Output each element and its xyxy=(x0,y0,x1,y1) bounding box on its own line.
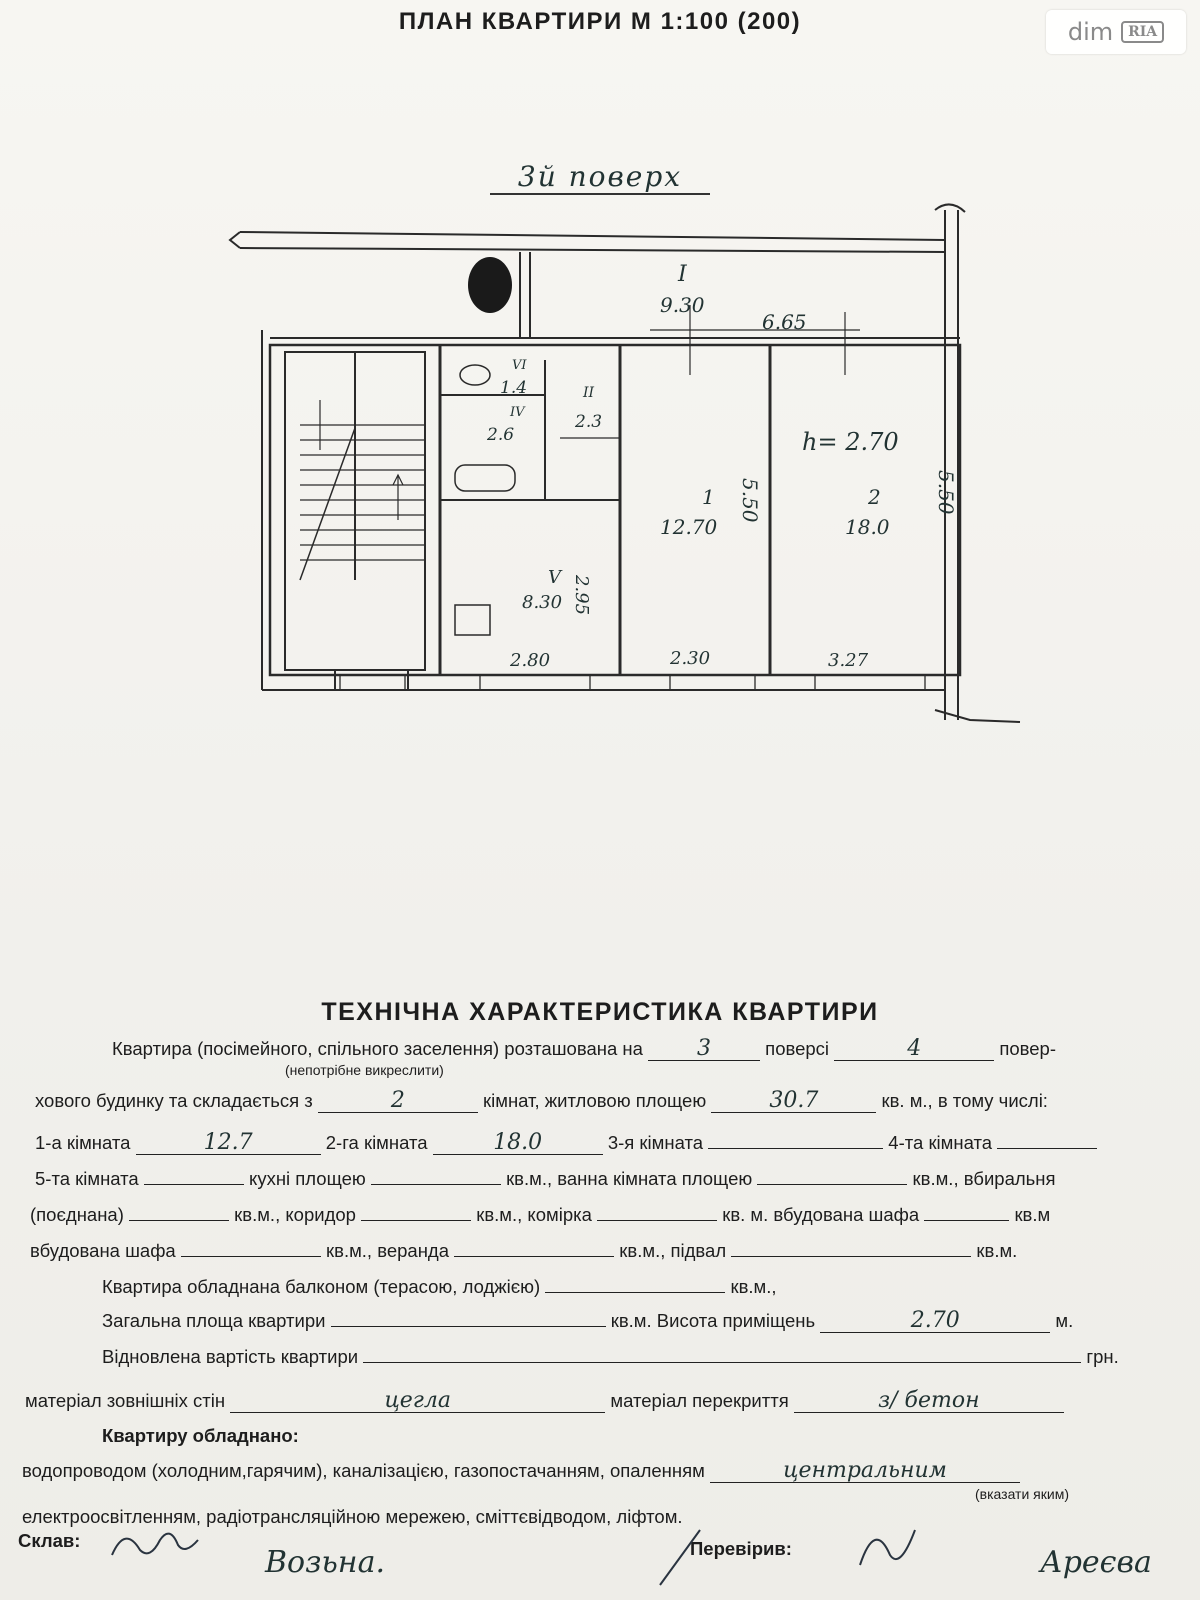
section-title: ТЕХНІЧНА ХАРАКТЕРИСТИКА КВАРТИРИ xyxy=(321,998,879,1026)
watermark-ria-badge: RIA xyxy=(1121,21,1164,43)
compiled-label: Склав: xyxy=(18,1530,81,1551)
label-balcony: Квартира обладнана балконом (терасою, лоджією) xyxy=(102,1276,541,1297)
checked-label: Перевірив: xyxy=(690,1538,792,1559)
row-electric: електроосвітленням, радіотрансляційною мережею, сміттєвідводом, ліфтом. xyxy=(22,1506,683,1527)
dim-top: 6.65 xyxy=(762,310,807,334)
label-kitchen-area: кухні площею xyxy=(249,1168,366,1189)
row-total-area xyxy=(102,1304,1073,1333)
label-storeroom: кв.м., комірка xyxy=(476,1204,592,1225)
label-veranda: кв.м., веранда xyxy=(326,1240,450,1261)
floor-value: 3 xyxy=(697,1036,712,1061)
stove-fixture xyxy=(455,605,490,635)
label-wall-material: матеріал зовнішніх стін xyxy=(25,1390,226,1411)
dim-room1-depth: 5.50 xyxy=(738,478,762,523)
label-room1: 1-а кімната xyxy=(35,1132,131,1153)
corridor-num: I xyxy=(678,262,687,287)
height-value: 2.70 xyxy=(910,1308,960,1333)
room2-area-value: 18.0 xyxy=(493,1130,543,1155)
label-sqm: кв.м xyxy=(1014,1204,1051,1225)
signature-checked xyxy=(860,1530,915,1565)
hall-num: II xyxy=(583,385,595,401)
floor-plan xyxy=(0,0,1200,760)
row-kitchen-bath xyxy=(35,1162,1056,1190)
bath-num: IV xyxy=(510,405,525,420)
corridor-wall-top xyxy=(240,232,945,240)
row-location xyxy=(112,1038,1056,1061)
dim-room2-depth: 5.50 xyxy=(934,470,958,515)
row-utilities xyxy=(22,1460,1020,1483)
wc-area: 1.4 xyxy=(500,378,528,398)
label-room5: 5-та кімната xyxy=(35,1168,139,1189)
row-cost xyxy=(102,1340,1119,1368)
bathtub-fixture xyxy=(455,465,515,491)
label-wc: кв.м., вбиральня xyxy=(912,1168,1056,1189)
page-title: ПЛАН КВАРТИРИ М 1:100 (200) xyxy=(398,8,802,35)
dim-kitchen-depth: 2.95 xyxy=(571,575,592,616)
note-specify: (вказати яким) xyxy=(975,1486,1069,1502)
note-strike: (непотрібне викреслити) xyxy=(285,1062,444,1078)
label-rooms-living-area: кімнат, житловою площею xyxy=(483,1090,707,1111)
apartment-outline xyxy=(270,345,960,675)
kitchen-num: V xyxy=(548,567,561,588)
room1-area: 12.70 xyxy=(660,515,718,539)
signatures xyxy=(0,1500,1200,1600)
row-rooms xyxy=(35,1090,1048,1113)
label-room4: 4-та кімната xyxy=(888,1132,993,1153)
equipped-heading: Квартиру обладнано: xyxy=(102,1425,299,1446)
floor-material-value: з/ бетон xyxy=(878,1388,980,1413)
floor-label: 3й поверх xyxy=(490,160,710,195)
label-floor-material: матеріал перекриття xyxy=(610,1390,789,1411)
signature-compiled xyxy=(112,1534,198,1555)
bath-area: 2.6 xyxy=(487,425,515,445)
label-room3: 3-я кімната xyxy=(607,1132,704,1153)
hall-area: 2.3 xyxy=(575,412,603,432)
dim-room1-width: 2.30 xyxy=(670,648,711,669)
label-sqm3: кв.м., xyxy=(730,1276,777,1297)
toilet-fixture xyxy=(460,365,490,385)
label-combined: (поєднана) xyxy=(30,1204,124,1225)
row-materials xyxy=(25,1390,1064,1413)
room1-num: 1 xyxy=(702,485,715,509)
label-including: кв. м., в тому числі: xyxy=(881,1090,1048,1111)
ceiling-height: h= 2.70 xyxy=(802,428,899,456)
label-wardrobe2: вбудована шафа xyxy=(30,1240,176,1261)
label-m: м. xyxy=(1055,1310,1074,1331)
kitchen-area: 8.30 xyxy=(522,592,563,613)
row-room-areas xyxy=(35,1126,1097,1155)
kitchen-window xyxy=(480,675,590,690)
corridor-area: 9.30 xyxy=(660,293,705,317)
label-storey: повер- xyxy=(999,1038,1056,1059)
row-veranda xyxy=(30,1234,1017,1262)
dim-room2-width: 3.27 xyxy=(828,650,869,671)
watermark-dim-text: dim xyxy=(1067,18,1114,46)
label-sqm2: кв.м. xyxy=(976,1240,1018,1261)
label-basement: кв.м., підвал xyxy=(619,1240,727,1261)
stair-window xyxy=(340,675,405,690)
living-area-value: 30.7 xyxy=(769,1088,819,1113)
label-uah: грн. xyxy=(1086,1346,1119,1367)
label-located-on: Квартира (посімейного, спільного заселення) розташована на xyxy=(112,1038,643,1059)
label-floor: поверсі xyxy=(765,1038,830,1059)
compiled-name: Возьна. xyxy=(265,1545,385,1580)
label-room-height: кв.м. Висота приміщень xyxy=(610,1310,816,1331)
room2-window xyxy=(815,675,925,690)
label-corridor: кв.м., коридор xyxy=(234,1204,356,1225)
room1-window xyxy=(670,675,755,690)
room2-area: 18.0 xyxy=(845,515,890,539)
room1-area-value: 12.7 xyxy=(203,1130,253,1155)
room2-num: 2 xyxy=(868,485,881,509)
row-balcony xyxy=(102,1270,777,1298)
dim-kitchen-width: 2.80 xyxy=(510,650,551,671)
checked-name: Ареєва xyxy=(1040,1545,1152,1580)
row-corridor xyxy=(30,1198,1050,1226)
wc-num: VI xyxy=(512,358,527,373)
rooms-count-value: 2 xyxy=(390,1088,405,1113)
heating-value: центральним xyxy=(783,1458,947,1483)
marker-blot xyxy=(468,257,512,313)
label-bath-area: кв.м., ванна кімната площею xyxy=(506,1168,753,1189)
label-cost: Відновлена вартість квартири xyxy=(102,1346,359,1367)
label-wardrobe: кв. м. вбудована шафа xyxy=(722,1204,920,1225)
floors-total-value: 4 xyxy=(907,1036,922,1061)
label-room2: 2-га кімната xyxy=(325,1132,428,1153)
wall-material-value: цегла xyxy=(384,1388,452,1413)
label-total-area: Загальна площа квартири xyxy=(102,1310,326,1331)
label-building: хового будинку та складається з xyxy=(35,1090,313,1111)
label-utilities: водопроводом (холодним,гарячим), каналізацією, газопостачанням, опаленням xyxy=(22,1460,705,1481)
